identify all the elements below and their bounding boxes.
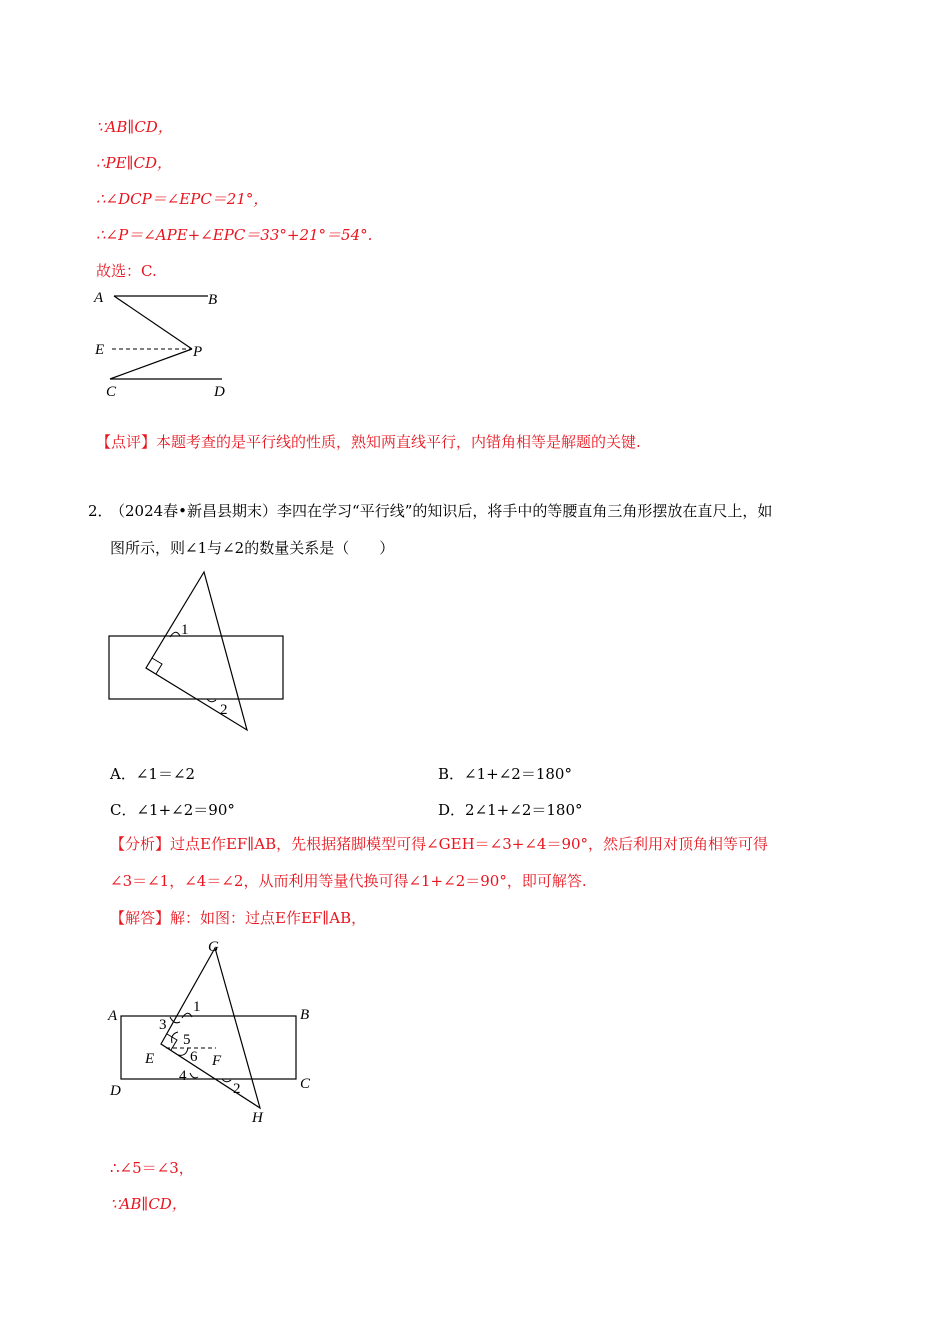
answer-choice: 故选：C. xyxy=(96,262,157,280)
label-angle-4: 4 xyxy=(179,1068,187,1084)
solution-line-2: ∴PE∥CD， xyxy=(96,154,173,172)
solution-line-3: ∴∠DCP＝∠EPC＝21°， xyxy=(96,190,269,208)
line-pc xyxy=(110,349,192,379)
label-c: C xyxy=(106,384,117,400)
label-e: E xyxy=(145,1051,155,1067)
question-stem-line-1: （2024春•新昌县期末）李四在学习“平行线”的知识后，将手中的等腰直角三角形摆放在直尺上，如 xyxy=(110,502,773,520)
label-e: E xyxy=(95,342,105,358)
label-d: D xyxy=(110,1083,121,1099)
option-a[interactable]: A．∠1＝∠2 xyxy=(110,765,196,783)
question-number: 2． xyxy=(88,502,113,520)
analysis-line-2: ∠3＝∠1，∠4＝∠2，从而利用等量代换可得∠1+∠2＝90°，即可解答. xyxy=(110,872,587,890)
label-f: F xyxy=(212,1053,222,1069)
label-b: B xyxy=(208,292,218,308)
label-angle-2: 2 xyxy=(220,702,228,718)
label-d: D xyxy=(214,384,225,400)
label-angle-2: 2 xyxy=(233,1081,241,1097)
line-ap xyxy=(114,296,192,349)
question-stem-line-2: 图所示，则∠1与∠2的数量关系是（ ） xyxy=(110,539,395,557)
analysis-line-1: 【分析】过点E作EF∥AB，先根据猪脚模型可得∠GEH＝∠3+∠4＝90°，然后利用对顶角相等可得 xyxy=(110,835,769,853)
right-angle-mark xyxy=(152,658,162,674)
comment: 【点评】本题考查的是平行线的性质，熟知两直线平行，内错角相等是解题的关键. xyxy=(96,433,641,451)
label-angle-5: 5 xyxy=(183,1032,191,1048)
figure-ruler-triangle xyxy=(100,566,300,736)
answer-line-2: ∵AB∥CD， xyxy=(110,1195,187,1213)
label-angle-3: 3 xyxy=(159,1017,167,1033)
label-b: B xyxy=(300,1007,310,1023)
triangle-geh xyxy=(161,948,260,1108)
label-angle-1: 1 xyxy=(181,622,189,638)
answer-line-1: ∴∠5＝∠3， xyxy=(110,1159,194,1177)
solution-line-4: ∴∠P＝∠APE+∠EPC＝33°+21°＝54°. xyxy=(96,226,373,244)
figure-labeled-solution xyxy=(100,935,330,1130)
label-g: G xyxy=(208,939,219,955)
triangle xyxy=(146,572,247,730)
label-angle-6: 6 xyxy=(190,1049,198,1065)
label-angle-1: 1 xyxy=(193,999,201,1015)
label-p: P xyxy=(193,344,203,360)
label-a: A xyxy=(94,290,104,306)
angle-4-arc xyxy=(190,1073,198,1078)
figure-parallel-lines xyxy=(88,284,248,402)
solution-line-1: ∵AB∥CD， xyxy=(96,118,173,136)
option-d[interactable]: D．2∠1+∠2＝180° xyxy=(438,801,583,819)
option-c[interactable]: C．∠1+∠2＝90° xyxy=(110,801,235,819)
label-a: A xyxy=(108,1008,118,1024)
label-h: H xyxy=(252,1110,263,1126)
ruler xyxy=(109,636,283,699)
option-b[interactable]: B．∠1+∠2＝180° xyxy=(438,765,572,783)
answer-intro: 【解答】解：如图：过点E作EF∥AB， xyxy=(110,909,367,927)
angle-6-arc xyxy=(178,1048,188,1055)
label-c: C xyxy=(300,1076,311,1092)
